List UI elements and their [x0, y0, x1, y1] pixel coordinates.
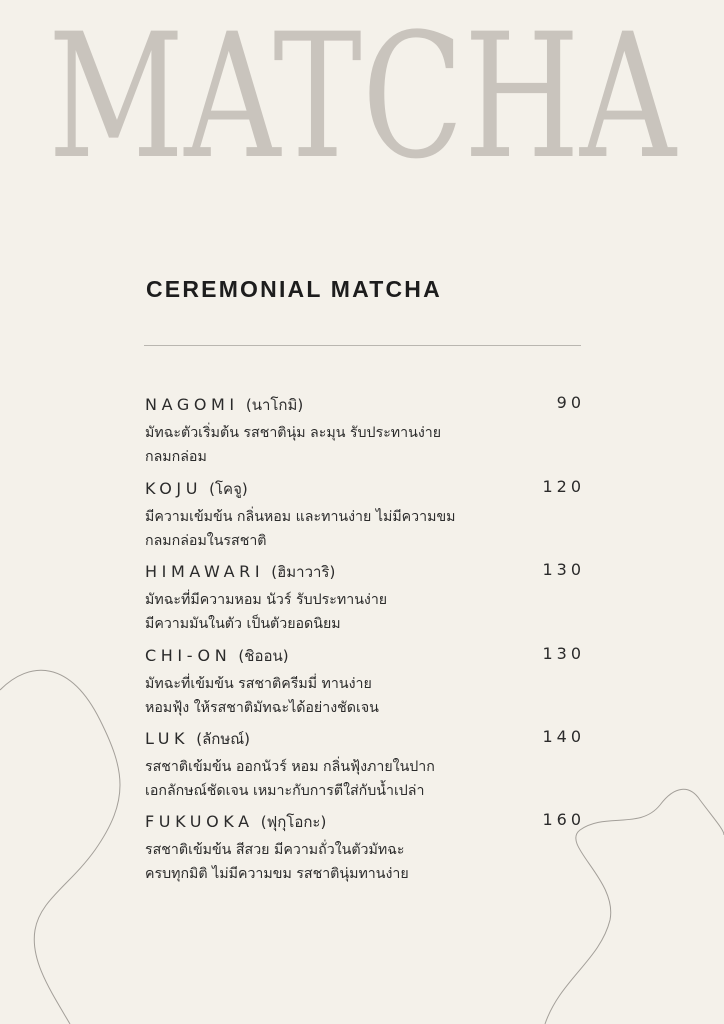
- item-description: มีความเข้มข้น กลิ่นหอม และทานง่าย ไม่มีความขม กลมกล่อมในรสชาติ: [145, 509, 456, 549]
- item-name: LUK: [145, 729, 190, 748]
- item-name: FUKUOKA: [145, 812, 254, 831]
- item-name: HIMAWARI: [145, 562, 265, 581]
- item-price: 130: [542, 560, 585, 579]
- item-price: 120: [542, 477, 585, 496]
- item-price: 160: [542, 810, 585, 829]
- item-name: KOJU: [145, 479, 203, 498]
- menu-item: [145, 727, 585, 803]
- item-description: มัทฉะที่มีความหอม นัวร์ รับประทานง่าย มีความมันในตัว เป็นตัวยอดนิยม: [145, 592, 388, 632]
- hero-title-text: MATCHA: [48, 10, 678, 190]
- item-thai-name: (นาโกมิ): [245, 396, 304, 414]
- item-description: มัทฉะตัวเริ่มต้น รสชาตินุ่ม ละมุน รับประทานง่าย กลมกล่อม: [145, 425, 442, 465]
- menu-item: [145, 644, 585, 720]
- item-thai-name: (ลักษณ์): [196, 730, 251, 748]
- item-name: CHI-ON: [145, 646, 232, 665]
- menu-item: [145, 477, 585, 553]
- item-thai-name: (โคจู): [209, 480, 248, 498]
- item-price: 130: [542, 644, 585, 663]
- item-thai-name: (ฮิมาวาริ): [271, 563, 336, 581]
- item-price: 140: [542, 727, 585, 746]
- item-thai-name: (ชิออน): [238, 647, 289, 665]
- item-thai-name: (ฟุกุโอกะ): [260, 813, 327, 831]
- item-price: 90: [556, 393, 585, 412]
- menu-item: [145, 560, 585, 636]
- section-title: CEREMONIAL MATCHA: [146, 276, 442, 302]
- menu-item: [145, 810, 585, 886]
- menu-item: [145, 393, 585, 469]
- item-description: มัทฉะที่เข้มข้น รสชาติครีมมี่ ทานง่าย หอมฟุ้ง ให้รสชาติมัทฉะได้อย่างชัดเจน: [145, 676, 379, 716]
- item-name: NAGOMI: [145, 395, 239, 414]
- item-description: รสชาติเข้มข้น ออกนัวร์ หอม กลิ่นฟุ้งภายในปาก เอกลักษณ์ชัดเจน เหมาะกับการตีใส่กับน้ำเปล่า: [145, 759, 435, 799]
- item-description: รสชาติเข้มข้น สีสวย มีความถั่วในตัวมัทฉะ ครบทุกมิติ ไม่มีความขม รสชาตินุ่มทานง่าย: [145, 842, 409, 882]
